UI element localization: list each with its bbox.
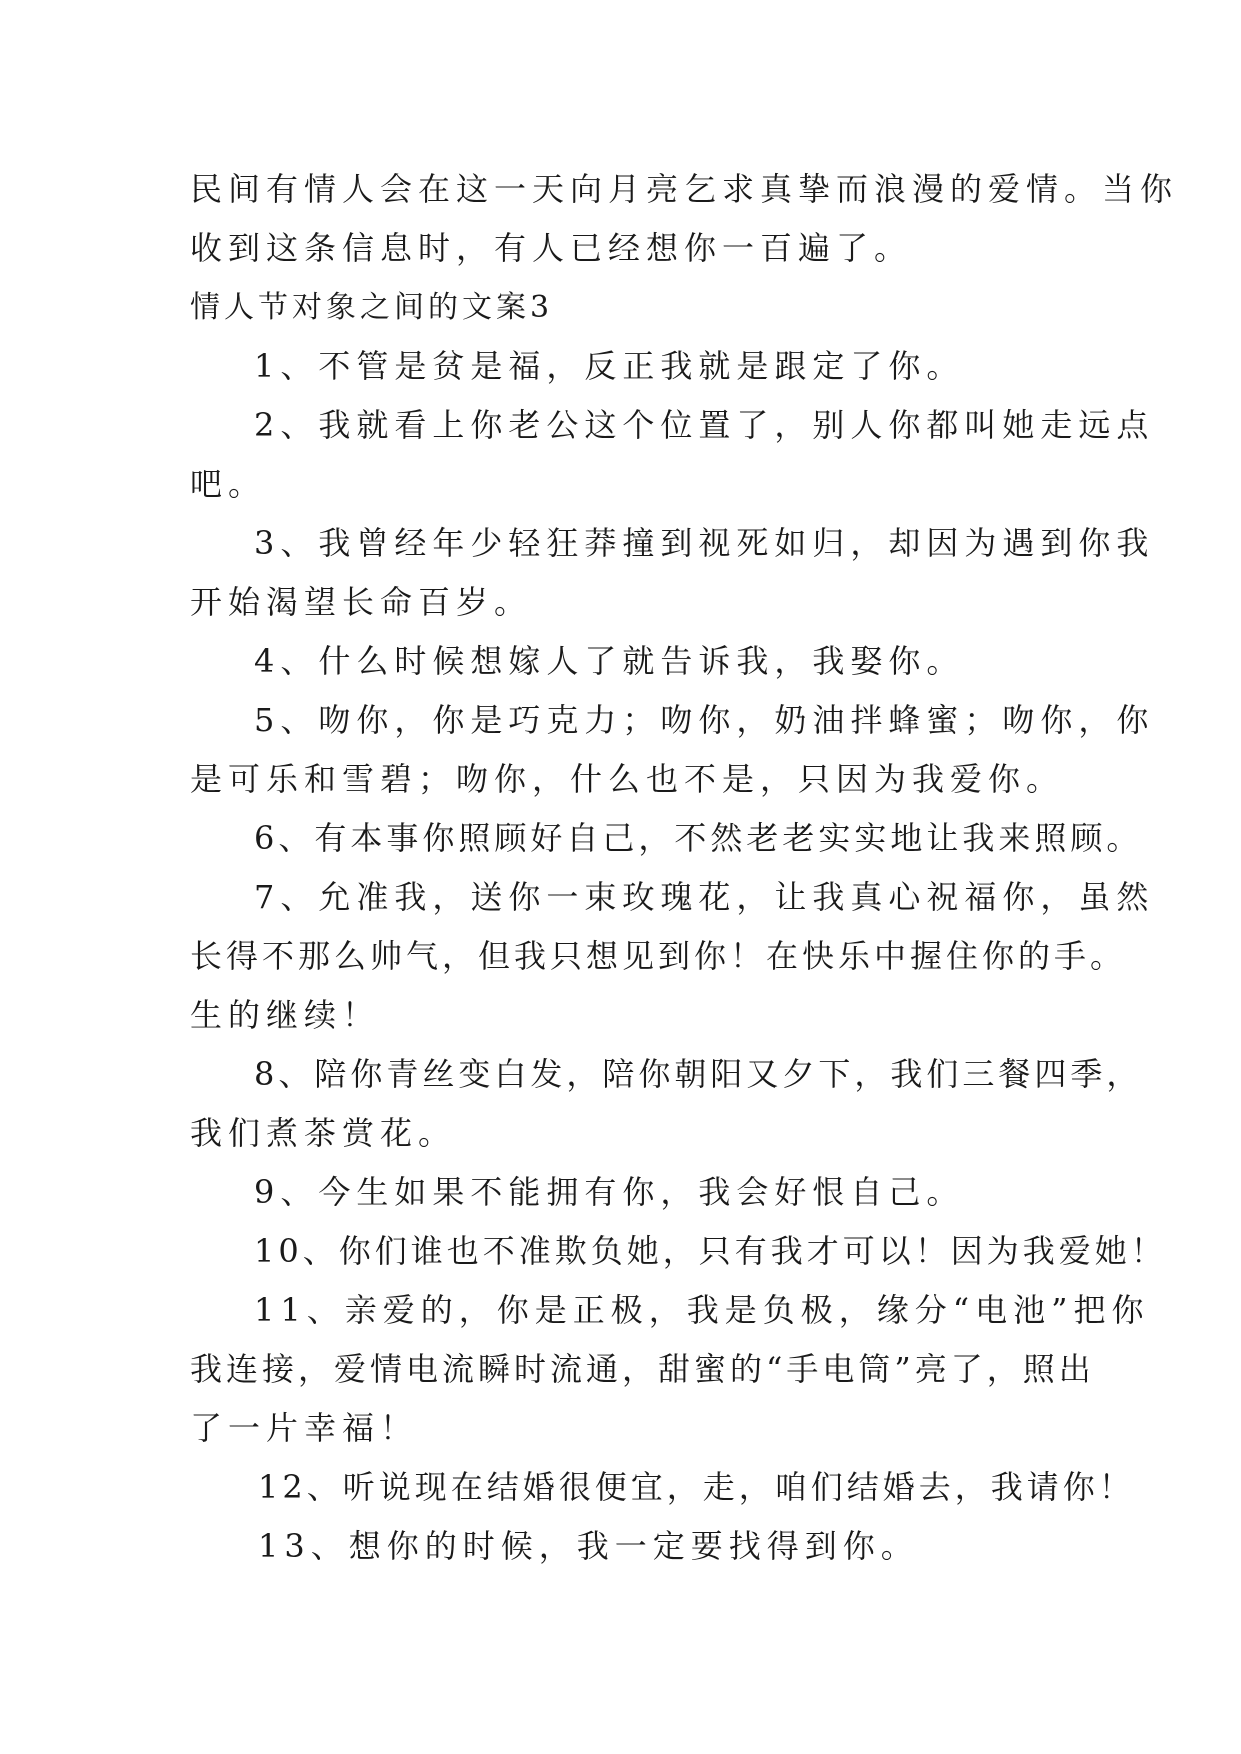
item-11-line-3: 了一片幸福！ (190, 1409, 419, 1447)
item-11-line-2: 我连接，爱情电流瞬时流通，甜蜜的“手电筒”亮了，照出 (190, 1350, 1095, 1388)
document-body (190, 160, 1179, 1576)
item-8-line-2: 我们煮茶赏花。 (190, 1114, 457, 1152)
item-5-line-2: 是可乐和雪碧；吻你，什么也不是，只因为我爱你。 (190, 760, 1065, 798)
item-6-line-1: 6、有本事你照顾好自己，不然老老实实地让我来照顾。 (254, 819, 1143, 857)
item-3-line-2: 开始渴望长命百岁。 (190, 583, 533, 621)
item-11-line-1: 11、亲爱的，你是正极，我是负极，缘分“电池”把你 (254, 1291, 1150, 1329)
intro-line-1: 民间有情人会在这一天向月亮乞求真挚而浪漫的爱情。当你 (190, 170, 1179, 208)
section-title: 情人节对象之间的文案3 (190, 290, 554, 325)
item-10-line-1: 10、你们谁也不准欺负她，只有我才可以！因为我爱她！ (254, 1232, 1167, 1270)
item-2-line-2: 吧。 (190, 465, 267, 503)
item-5-line-1: 5、吻你，你是巧克力；吻你，奶油拌蜂蜜；吻你，你 (254, 701, 1155, 739)
item-1-line-1: 1、不管是贫是福，反正我就是跟定了你。 (254, 347, 965, 385)
item-7-line-1: 7、允准我，送你一束玫瑰花，让我真心祝福你，虽然 (254, 878, 1155, 916)
item-8-line-1: 8、陪你青丝变白发，陪你朝阳又夕下，我们三餐四季， (254, 1055, 1143, 1093)
item-12-line-1: 12、听说现在结婚很便宜，走，咱们结婚去，我请你！ (258, 1468, 1135, 1506)
item-9-line-1: 9、今生如果不能拥有你，我会好恨自己。 (254, 1173, 965, 1211)
item-3-line-1: 3、我曾经年少轻狂莽撞到视死如归，却因为遇到你我 (254, 524, 1155, 562)
item-4-line-1: 4、什么时候想嫁人了就告诉我，我娶你。 (254, 642, 965, 680)
item-2-line-1: 2、我就看上你老公这个位置了，别人你都叫她走远点 (254, 406, 1155, 444)
intro-line-2: 收到这条信息时，有人已经想你一百遍了。 (190, 229, 913, 267)
item-13-line-1: 13、想你的时候，我一定要找得到你。 (258, 1527, 919, 1565)
item-7-line-2: 长得不那么帅气，但我只想见到你！在快乐中握住你的手。 (190, 937, 1127, 975)
item-7-line-3: 生的继续！ (190, 996, 381, 1034)
